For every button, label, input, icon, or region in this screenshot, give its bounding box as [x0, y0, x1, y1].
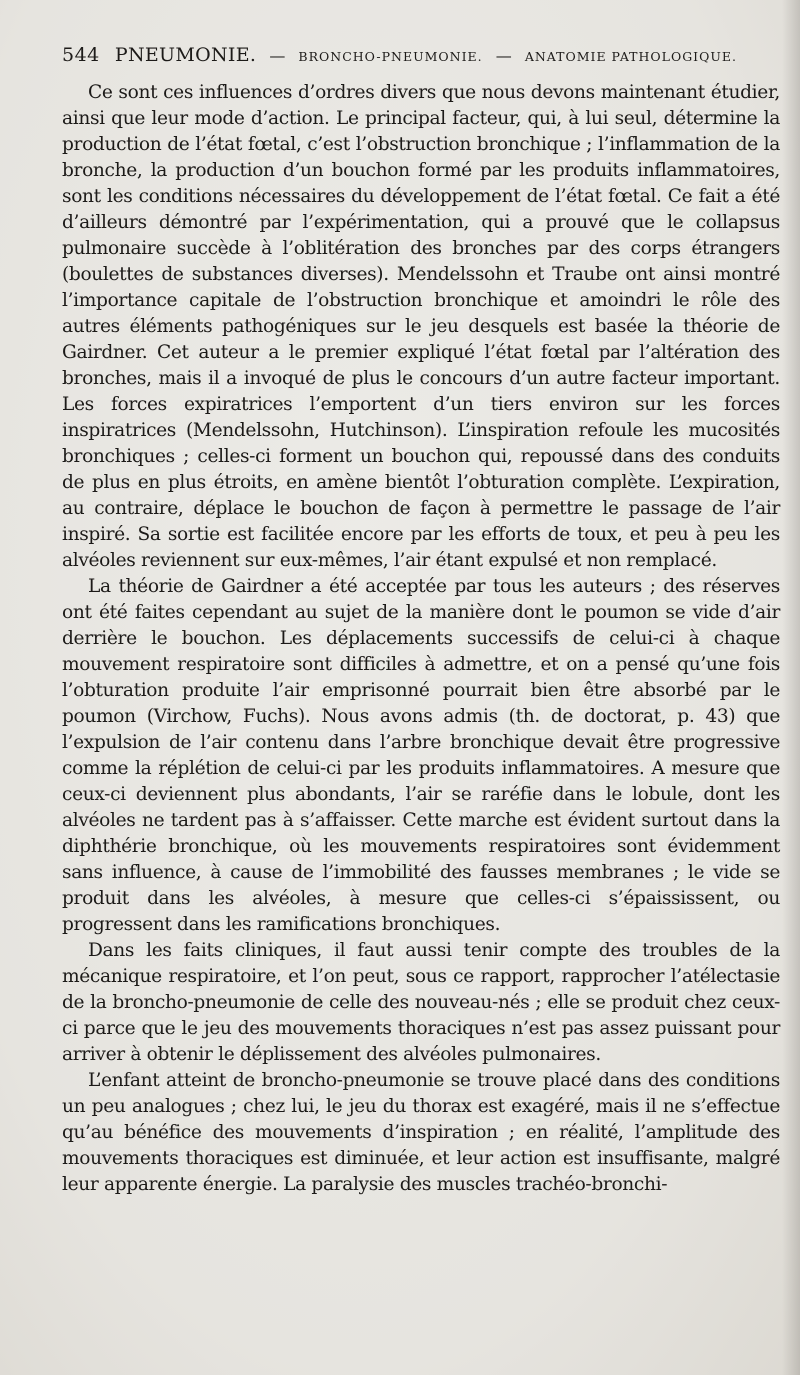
section-title: PNEUMONIE. — [114, 44, 257, 66]
header-separator: — — [495, 46, 512, 65]
header-subtitle-broncho: BRONCHO-PNEUMONIE. — [298, 49, 483, 64]
running-head — [62, 44, 742, 74]
header-separator: — — [269, 46, 286, 65]
paragraph-4: L’enfant atteint de broncho-pneumonie se trouve placé dans des conditions un peu analogues ; chez lui, le jeu du thorax est exagéré, mais il ne s’effectue qu’au bénéfice des mouvements d’inspiration ; en réalité, l’amplitude des mouvements thoraciques est diminuée, et leur action est insuffisante, malgré leur apparente énergie. La paralysie des muscles trachéo-bronchi- — [62, 1070, 780, 1195]
paragraph-3: Dans les faits cliniques, il faut aussi tenir compte des troubles de la mécanique respiratoire, et l’on peut, sous ce rapport, rapprocher l’atélectasie de la broncho-pneumonie de celle des nouveau-nés ; elle se produit chez ceux-ci parce que le jeu des mouvements thoraciques n’est pas assez puissant pour arriver à obtenir le déplissement des alvéoles pulmonaires. — [62, 940, 780, 1065]
paragraph-2: La théorie de Gairdner a été acceptée par tous les auteurs ; des réserves ont été faites cependant au sujet de la manière dont le poumon se vide d’air derrière le bouchon. Les déplacements successifs de celui-ci à chaque mouvement respiratoire sont difficiles à admettre, et on a pensé qu’une fois l’obturation produite l’air emprisonné pourrait bien être absorbé par le poumon (Virchow, Fuchs). Nous avons admis (th. de doctorat, p. 43) que l’expulsion de l’air contenu dans l’arbre bronchique devait être progressive comme la réplétion de celui-ci par les produits inflammatoires. A mesure que ceux-ci deviennent plus abondants, l’air se raréfie dans le lobule, dont les alvéoles ne tardent pas à s’affaisser. Cette marche est évident surtout dans la diphthérie bronchique, où les mouvements respiratoires sont évidemment sans influence, à cause de l’immobilité des fausses membranes ; le vide se produit dans les alvéoles, à mesure que celles-ci s’épaississent, ou progressent dans les ramifications bronchiques. — [62, 576, 780, 935]
page-number: 544 — [62, 44, 100, 66]
paragraph-1: Ce sont ces influences d’ordres divers que nous devons maintenant étudier, ainsi que leur mode d’action. Le principal facteur, qui, à lui seul, détermine la production de l’état fœtal, c’est l’obstruction bronchique ; l’inflammation de la bronche, la production d’un bouchon formé par les produits inflammatoires, sont les conditions nécessaires du développement de l’état fœtal. Ce fait a été d’ailleurs démontré par l’expérimentation, qui a prouvé que le collapsus pulmonaire succède à l’oblitération des bronches par des corps étrangers (boulettes de substances diverses). Mendelssohn et Traube ont ainsi montré l’importance capitale de l’obstruction bronchique et amoindri le rôle des autres éléments pathogéniques sur le jeu desquels est basée la théorie de Gairdner. Cet auteur a le premier expliqué l’état fœtal par l’altération des bronches, mais il a invoqué de plus le concours d’un autre facteur important. Les forces expiratrices l’emportent d’un tiers environ sur les forces inspiratrices (Mendelssohn, Hutchinson). L’inspiration refoule les mucosités bronchiques ; celles-ci forment un bouchon qui, repoussé dans des conduits de plus en plus étroits, en amène bientôt l’obturation complète. L’expiration, au contraire, déplace le bouchon de façon à permettre le passage de l’air inspiré. Sa sortie est facilitée encore par les efforts de toux, et peu à peu les alvéoles reviennent sur eux-mêmes, l’air étant expulsé et non remplacé. — [62, 82, 780, 571]
page-edge-shadow — [782, 0, 800, 1375]
header-subtitle-anatomie: ANATOMIE PATHOLOGIQUE. — [524, 49, 738, 64]
body-text — [62, 80, 780, 1198]
